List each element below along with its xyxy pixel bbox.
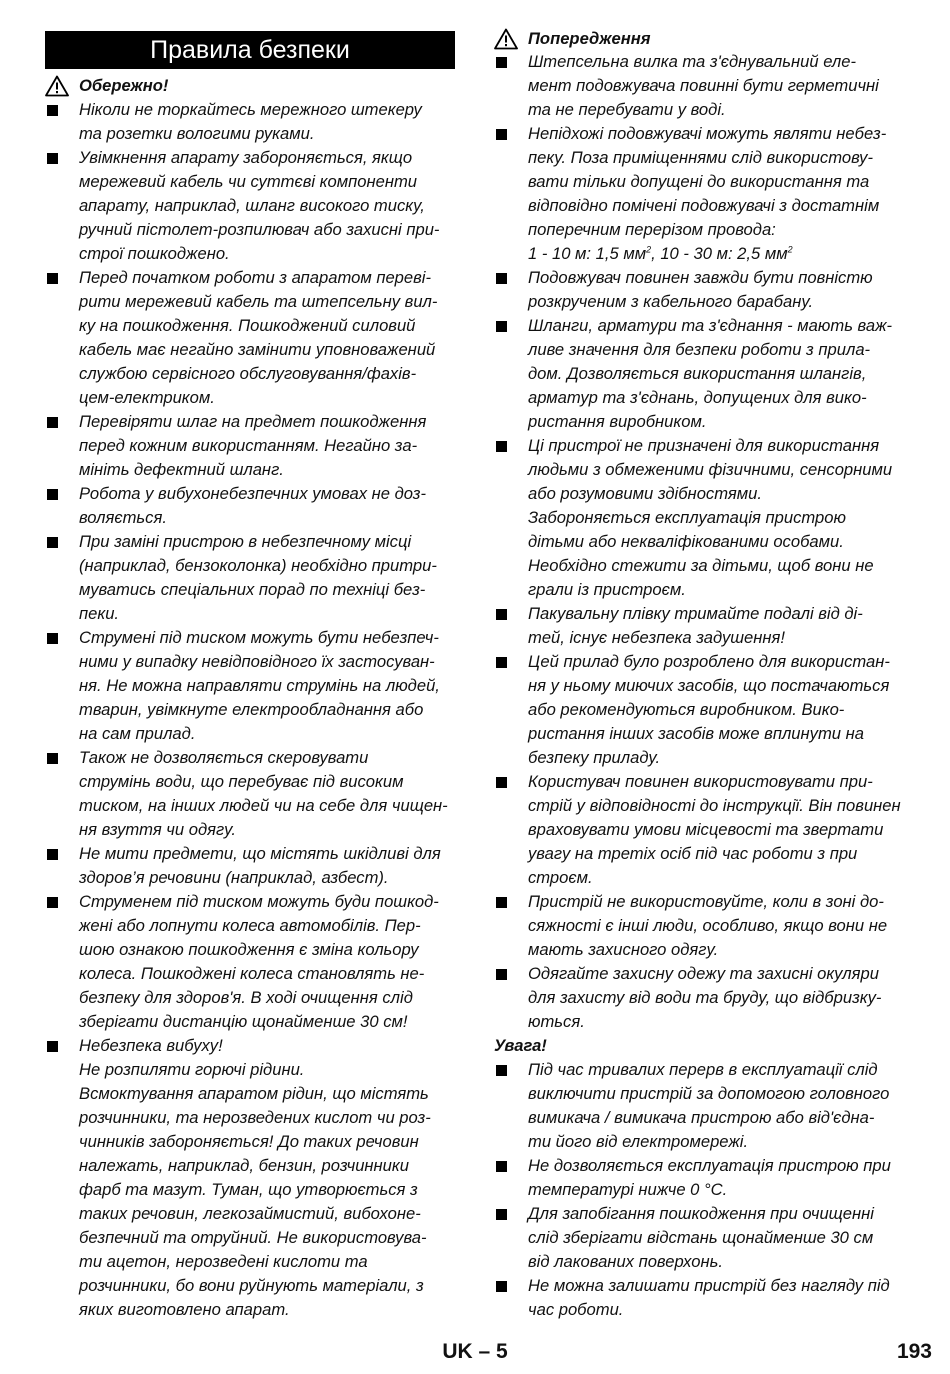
- section-title: Правила безпеки: [45, 31, 455, 69]
- bullet-square-icon: [496, 441, 507, 452]
- list-item: Не мити предмети, що містять шкідливі для здоров’я речовини (наприклад, азбест).: [45, 842, 455, 890]
- list-item: Цей прилад було розроблено для використан- ня у ньому миючих засобів, що постачаються або рекомендуються виробником. Вико- ристання інших засобів може вплинути на безпеку приладу.: [494, 650, 914, 770]
- bullet-square-icon: [496, 609, 507, 620]
- list-item: Перед початком роботи з апаратом переві- рити мережевий кабель та штепсельну вил- ку на пошкодження. Пошкоджений силовий кабель має негайно замінити уповноважений службою сервісного обслуговування/фахів- цем-електриком.: [45, 266, 455, 410]
- bullet-square-icon: [496, 777, 507, 788]
- list-item: Під час тривалих перерв в експлуатації слід виключити пристрій за допомогою головного вимикача / вимикача пристрою або від'єдна- ти його від електромережі.: [494, 1058, 914, 1154]
- list-item: Небезпека вибуху! Не розпиляти горючі рідини. Всмоктування апаратом рідин, що містять розчинники, та нерозведених кислот чи роз- чинників забороняється! До таких речовин належать, наприклад, бензин, розчинники фарб та мазут. Туман, що утворюється з таких речовин, легкозаймистий, вибохоне- безпечний та отруйний. Не використовува- ти ацетон, нерозведені кислоти та розчинники, бо вони руйнують матеріали, з яких виготовлено апарат.: [45, 1034, 455, 1322]
- list-item: Одягайте захисну одежу та захисні окуляри для захисту від води та бруду, що відбризку- ються.: [494, 962, 914, 1034]
- warning-triangle-icon: [494, 28, 518, 50]
- cable-spec: 1 - 10 м: 1,5 $мм^2$, 10 - 30 м: 2,5 $мм^2$: [528, 244, 793, 263]
- list-item: Шланги, арматури та з'єднання - мають важ- ливе значення для безпеки роботи з прила- дом. Дозволяється використання шлангів, арматур та з'єднань, допущених для вико- ристання виробником.: [494, 314, 914, 434]
- bullet-square-icon: [496, 1281, 507, 1292]
- list-item: Не можна залишати пристрій без нагляду під час роботи.: [494, 1274, 914, 1322]
- bullet-square-icon: [47, 489, 58, 500]
- list-item: Перевіряти шлаг на предмет пошкодження перед кожним використанням. Негайно за- мініть дефектний шланг.: [45, 410, 455, 482]
- list-item: Ніколи не торкайтесь мережного штекеру та розетки вологими руками.: [45, 98, 455, 146]
- list-item: Ці пристрої не призначені для використання людьми з обмеженими фізичними, сенсорними або розумовими здібностями. Забороняється експлуатація пристрою дітьми або некваліфікованими особами. Необхідно стежити за дітьми, щоб вони не грали із пристроєм.: [494, 434, 914, 602]
- footer-section-label: UK – 5: [442, 1340, 508, 1363]
- warning-heading: [494, 27, 914, 51]
- list-item: Не дозволяється експлуатація пристрою при температурі нижче 0 °C.: [494, 1154, 914, 1202]
- list-item: Робота у вибухонебезпечних умовах не доз- воляється.: [45, 482, 455, 530]
- list-item: Непідхожі подовжувачі можуть являти небез- пеку. Поза приміщеннями слід використову- вати тільки допущені до використання та відповідно помічені подовжувачі з достатнім поперечним перерізом провода: 1 - 10 м: 1,5 $мм^2$, 10 - 30 м: 2,5 $мм^2$: [494, 122, 914, 266]
- list-item: Штепсельна вилка та з'єднувальний еле- мент подовжувача повинні бути герметичні та не перебувати у воді.: [494, 50, 914, 122]
- bullet-square-icon: [496, 657, 507, 668]
- warning-triangle-icon: [45, 75, 69, 97]
- bullet-square-icon: [47, 849, 58, 860]
- bullet-square-icon: [47, 897, 58, 908]
- caution-heading: [45, 74, 455, 98]
- bullet-square-icon: [47, 105, 58, 116]
- bullet-square-icon: [496, 57, 507, 68]
- bullet-square-icon: [496, 897, 507, 908]
- list-item: Струмені під тиском можуть бути небезпеч- ними у випадку невідповідного їх застосуван- ня. Не можна направляти струмінь на людей, тварин, увімкнуте електрообладнання або на сам прилад.: [45, 626, 455, 746]
- left-list: [45, 98, 455, 1322]
- bullet-square-icon: [47, 633, 58, 644]
- warning-heading-text: Попередження: [528, 29, 651, 48]
- list-item: Увімкнення апарату забороняється, якщо мережевий кабель чи суттєві компоненти апарату, наприклад, шланг високого тиску, ручний пістолет-розпилювач або захисні при- строї пошкоджено.: [45, 146, 455, 266]
- list-item: Пристрій не використовуйте, коли в зоні до- сяжності є інші люди, особливо, якщо вони не мають захисного одягу.: [494, 890, 914, 962]
- list-item: Подовжувач повинен завжди бути повністю розкрученим з кабельного барабану.: [494, 266, 914, 314]
- right-list: [494, 50, 914, 1322]
- bullet-square-icon: [47, 537, 58, 548]
- bullet-square-icon: [47, 417, 58, 428]
- bullet-square-icon: [496, 129, 507, 140]
- bullet-square-icon: [496, 1209, 507, 1220]
- bullet-square-icon: [496, 1161, 507, 1172]
- bullet-square-icon: [496, 969, 507, 980]
- bullet-square-icon: [47, 1041, 58, 1052]
- bullet-square-icon: [47, 273, 58, 284]
- note-heading: Увага!: [494, 1036, 547, 1055]
- page-number: 193: [896, 1340, 932, 1363]
- list-item: Користувач повинен використовувати при- стрій у відповідності до інструкції. Він повинен враховувати умови місцевості та звертати увагу на третіх осіб під час роботи з при строєм.: [494, 770, 914, 890]
- list-item: Для запобігання пошкодження при очищенні слід зберігати відстань щонайменше 30 см від лакованих поверхонь.: [494, 1202, 914, 1274]
- caution-heading-text: Обережно!: [79, 76, 169, 95]
- bullet-square-icon: [496, 321, 507, 332]
- list-item: Також не дозволяється скеровувати струмінь води, що перебуває під високим тиском, на інших людей чи на себе для чищен- ня взуття чи одягу.: [45, 746, 455, 842]
- bullet-square-icon: [496, 1065, 507, 1076]
- bullet-square-icon: [47, 753, 58, 764]
- list-item: При заміні пристрою в небезпечному місці (наприклад, бензоколонка) необхідно притри- муватись спеціальних порад по техніці без- пеки.: [45, 530, 455, 626]
- bullet-square-icon: [496, 273, 507, 284]
- list-item: Пакувальну плівку тримайте подалі від ді- тей, існує небезпека задушення!: [494, 602, 914, 650]
- list-item: Струменем під тиском можуть буди пошкод- жені або лопнути колеса автомобілів. Пер- шою ознакою пошкодження є зміна кольору колеса. Пошкоджені колеса становлять не- безпеку для здоров'я. В ході очищення слід зберігати дистанцію щонайменше 30 см!: [45, 890, 455, 1034]
- bullet-square-icon: [47, 153, 58, 164]
